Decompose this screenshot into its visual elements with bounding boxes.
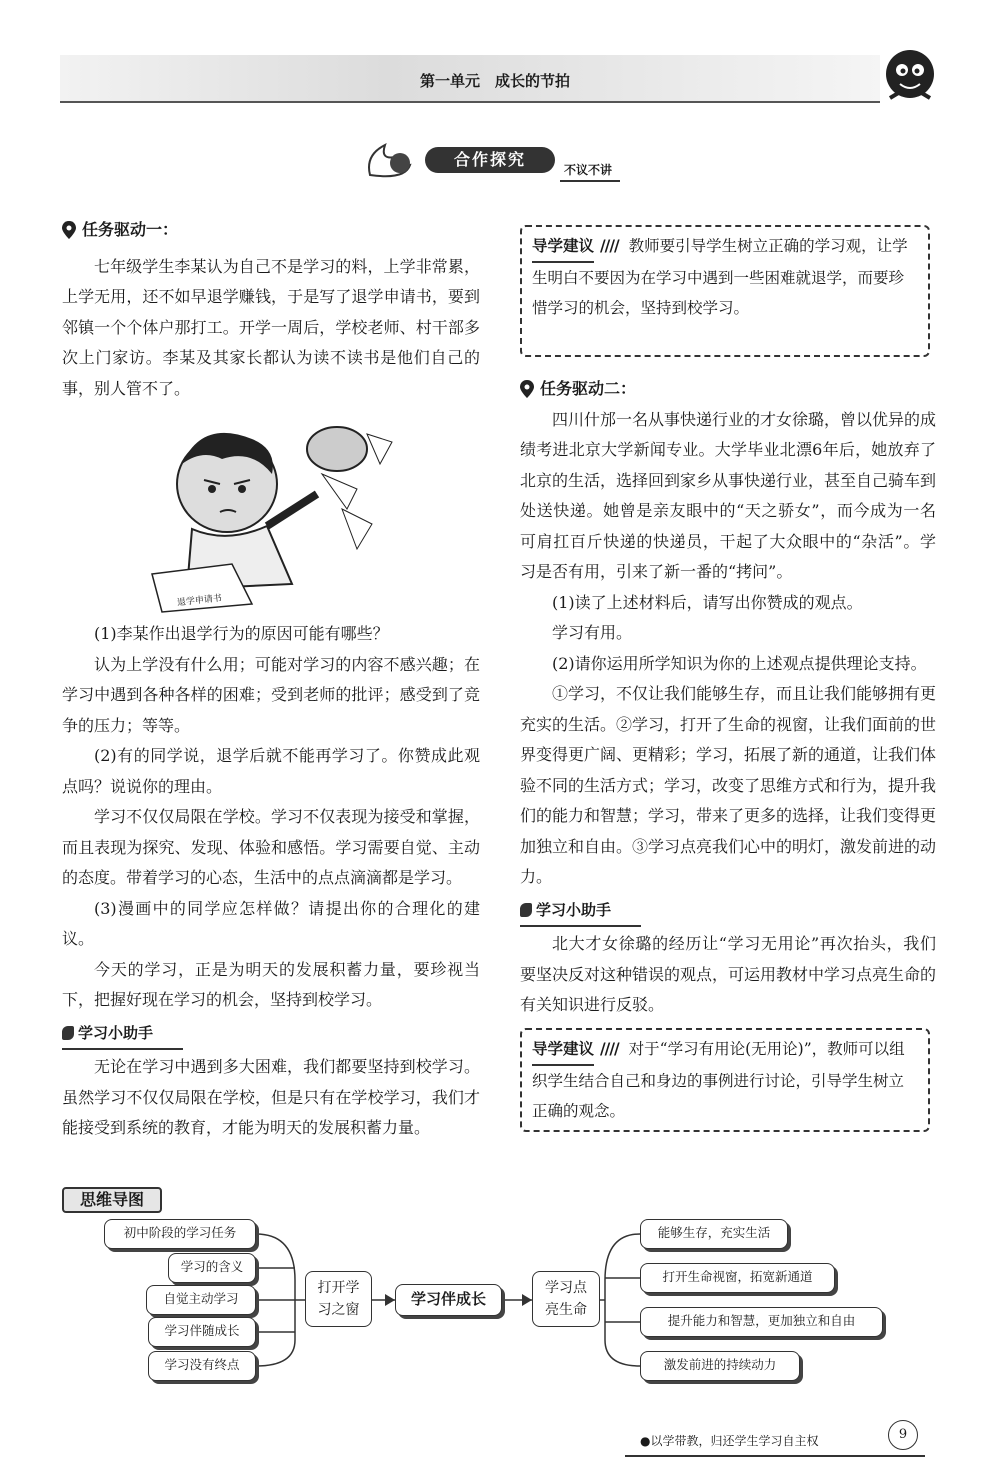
guide-box-2 xyxy=(520,1028,930,1132)
left-a3: 今天的学习，正是为明天的发展积蓄力量，要珍视当下，把握好现在学习的机会，坚持到校学习。 xyxy=(62,959,480,1009)
cartoon-paper-label: 退学申请书 xyxy=(176,593,223,609)
guide2-label: 导学建议 xyxy=(532,1034,594,1066)
right-helper-text: 北大才女徐璐的经历让“学习无用论”再次抬头，我们要坚决反对这种错误的观点，可运用教材中学习点亮生命的有关知识进行反驳。 xyxy=(520,934,937,1014)
guide2-text: 对于“学习有用论(无用论)”，教师可以组织学生结合自己和身边的事例进行讨论，引导学生树立正确的观念。 xyxy=(532,1040,905,1120)
mindmap-left-item: 初中阶段的学习任务 xyxy=(104,1219,256,1249)
leaf-icon xyxy=(62,1026,74,1040)
banner-subtitle: 不议不讲 xyxy=(560,161,620,182)
left-helper-heading xyxy=(62,1018,183,1051)
mindmap-right-item: 激发前进的持续动力 xyxy=(640,1351,800,1381)
right-column xyxy=(520,374,936,1021)
guide-box-1 xyxy=(520,225,930,357)
task1-title: 任务驱动一： xyxy=(82,220,179,239)
leaf-icon xyxy=(520,903,532,917)
hatch-icon: //// xyxy=(600,236,619,255)
left-a2: 学习不仅仅局限在学校。学习不仅表现为接受和掌握，而且表现为探究、发现、体验和感悟。学习需要自觉、主动的态度。带着学习的心态，生活中的点点滴滴都是学习。 xyxy=(62,807,480,887)
mascot-icon xyxy=(870,40,950,112)
guide1-text: 教师要引导学生树立正确的学习观，让学生明白不要因为在学习中遇到一些困难就退学，而要珍惜学习的机会，坚持到校学习。 xyxy=(532,237,908,317)
left-q3: (3)漫画中的同学应怎样做？请提出你的合理化的建议。 xyxy=(62,898,480,948)
left-helper-label: 学习小助手 xyxy=(78,1023,154,1042)
mindmap-title: 思维导图 xyxy=(62,1187,162,1213)
task2-title: 任务驱动二： xyxy=(540,379,637,398)
left-helper-text: 无论在学习中遇到多大困难，我们都要坚持到校学习。虽然学习不仅仅局限在学校，但是只有在学校学习，我们才能接受到系统的教育，才能为明天的发展积蓄力量。 xyxy=(62,1057,480,1137)
cartoon-boy-icon xyxy=(142,414,402,614)
task2-heading xyxy=(520,374,936,405)
task1-heading xyxy=(62,215,480,246)
location-pin-icon xyxy=(520,380,534,398)
left-a1: 认为上学没有什么用；可能对学习的内容不感兴趣；在学习中遇到各种各样的困难；受到老师的批评；感受到了竞争的压力；等等。 xyxy=(62,654,480,735)
mindmap-left-hub: 打开学习之窗 xyxy=(305,1271,372,1327)
mindmap-center: 学习伴成长 xyxy=(395,1284,502,1316)
hatch-icon: //// xyxy=(600,1039,619,1058)
flame-swirl-icon xyxy=(360,135,430,185)
task1-story: 七年级学生李某认为自己不是学习的料，上学非常累，上学无用，还不如早退学赚钱，于是写了退学申请书，要到邻镇一个个体户那打工。开学一周后，学校老师、村干部多次上门家访。李某及其家长都认为读不读书是他们自己的事，别人管不了。 xyxy=(62,256,480,398)
right-a2: ①学习，不仅让我们能够生存，而且让我们能够拥有更充实的生活。②学习，打开了生命的视窗，让我们面前的世界变得更广阔、更精彩；学习，拓展了新的通道，让我们体验不同的生活方式；学习，改变了思维方式和行为，提升我们的能力和智慧；学习，带来了更多的选择，让我们变得更加独立和自由。③学习点亮我们心中的明灯，激发前进的动力。 xyxy=(520,684,937,886)
right-helper-heading xyxy=(520,895,641,928)
right-q1: (1)读了上述材料后，请写出你赞成的观点。 xyxy=(552,592,863,612)
mindmap-left-item: 学习伴随成长 xyxy=(148,1317,256,1347)
left-q1: (1)李某作出退学行为的原因可能有哪些？ xyxy=(94,624,389,643)
mindmap-right-item: 打开生命视窗，拓宽新通道 xyxy=(640,1263,835,1293)
mindmap-left-item: 学习的含义 xyxy=(168,1253,256,1283)
section-banner xyxy=(360,135,650,185)
mindmap-left-item: 学习没有终点 xyxy=(148,1351,256,1381)
left-column xyxy=(62,215,480,1144)
task2-story: 四川什邡一名从事快递行业的才女徐璐，曾以优异的成绩考进北京大学新闻专业。大学毕业北漂6年后，她放弃了北京的生活，选择回到家乡从事快递行业，甚至自己骑车到处送快递。她曾是亲友眼中的“天之骄女”，而今成为一名可肩扛百斤快递的快递员，干起了大众眼中的“杂活”。学习是否有用，引来了新一番的“拷问”。 xyxy=(520,409,937,581)
banner-title: 合作探究 xyxy=(425,147,555,173)
right-helper-label: 学习小助手 xyxy=(536,900,612,919)
page-number: 9 xyxy=(888,1420,918,1450)
page-header-title: 第一单元 成长的节拍 xyxy=(420,72,571,90)
footer-divider xyxy=(625,1455,925,1457)
location-pin-icon xyxy=(62,221,76,239)
mindmap-left-item: 自觉主动学习 xyxy=(146,1285,256,1315)
guide1-label: 导学建议 xyxy=(532,231,594,263)
right-q2: (2)请你运用所学知识为你的上述观点提供理论支持。 xyxy=(552,653,927,673)
footer-slogan: ●以学带教，归还学生学习自主权 xyxy=(640,1434,819,1448)
right-a1: 学习有用。 xyxy=(552,623,633,642)
mindmap-right-item: 提升能力和智慧，更加独立和自由 xyxy=(640,1307,883,1337)
cartoon-illustration xyxy=(142,414,480,619)
left-q2: (2)有的同学说，退学后就不能再学习了。你赞成此观点吗？说说你的理由。 xyxy=(62,746,480,796)
mindmap-right-hub: 学习点亮生命 xyxy=(532,1271,600,1327)
mindmap-right-item: 能够生存，充实生活 xyxy=(640,1219,788,1249)
